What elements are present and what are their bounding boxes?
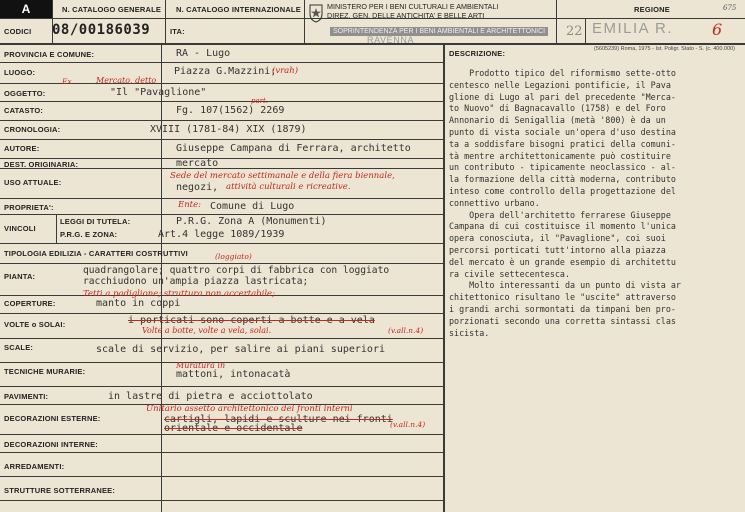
corner-hand-number2: 675 [723,4,737,12]
catalogo-generale-value: 08/00186039 [52,22,151,38]
arredamenti-label: ARREDAMENTI: [4,462,65,471]
tipologia-hand: (loggiato) [215,252,252,261]
decoest-hand2: (v.all.n.4) [390,420,426,429]
descrizione-label: DESCRIZIONE: [449,49,506,58]
regione-label: REGIONE [634,5,670,14]
proprieta-label: PROPRIETA': [4,203,54,212]
regione-value: EMILIA R. [592,20,674,37]
soprintendenza-label: SOPRINTENDENZA PER I BENI AMBIENTALI E ARCHITETTONICI [330,27,548,36]
catasto-hand: part. [251,97,269,105]
catasto-value: Fg. 107(1562) 2269 [176,105,285,116]
tecniche-value: mattoni, intonacatà [176,369,291,380]
decoest-hand: Unitario assetto architettonico dei fronti interni [146,404,353,414]
proprieta-hand: Ente: [178,200,201,210]
coperture-value: manto in coppi [96,298,181,309]
luogo-note: (vrah) [272,66,299,76]
coperture-label: COPERTURE: [4,299,56,308]
scale-label: SCALE: [4,343,34,352]
volte-value: i porticati sono coperti a botte e a vela [128,315,375,326]
decoest-value1: cartigli, lapidi e sculture nei fronti [164,414,393,425]
pianta-value1: quadrangolare; quattro corpi di fabbrica con loggiato [83,265,390,276]
tecniche-label: TECNICHE MURARIE: [4,367,86,376]
provincia-value: RA - Lugo [176,48,231,59]
uso-hand2: attività culturali e ricreative. [226,182,351,192]
autore-value: Giuseppe Campana di Ferrara, architetto [176,143,411,154]
leggi-label: LEGGI DI TUTELA: [60,217,131,226]
corner-hand-number: 6 [712,20,723,39]
descrizione-text: Prodotto tipico del riformismo sette-otto centesco nelle Legazioni pontificie, il Pava glione di Lugo al pari del precedente "Merca- to Nuovo" di Bagnacavallo (1758) e del Foro Annonario di Senigallia (metà '800) è da un punto di vista sociale un'opera d'uso destina ta a soddisfare bisogni pratici della comuni- tà mentre architettonicamente può costituire un contributo - tipicamente neoclassico - al- la formazione della città moderna, contributo inteso come controllo della progettazione del connettivo urbano. Opera dell'architetto ferrarese Giuseppe Campana di cui costituisce il momento l'unica opera conosciuta, il "Pavaglione", coi suoi percorsi porticati tutt'intorno alla piazza del mercato è un grande esempio di architettu ra civile settecentesca. Molto interessanti da un punto di vista ar chitettonico risultano le "uscite" attraverso i grandi archi sormontati da timpani ben pro- porzionati secondo una corretta sintassi clas sicista. [449,68,681,338]
luogo-value: Piazza G.Mazzini; [174,66,277,77]
volte-label: VOLTE o SOLAI: [4,320,66,329]
uso-hand: Sede del mercato settimanale e della fiera biennale, [170,171,395,181]
pavimenti-label: PAVIMENTI: [4,392,49,401]
ministry-header [327,2,554,28]
cronologia-value: XVIII (1781-84) XIX (1879) [150,124,307,135]
provincia-label: PROVINCIA E COMUNE: [4,50,95,59]
autore-label: AUTORE: [4,144,40,153]
tipologia-label: TIPOLOGIA EDILIZIA - CARATTERI COSTRUTTIVI [4,249,188,258]
card-type-letter: A [0,0,52,18]
n-catalogo-generale-label: N. CATALOGO GENERALE [62,5,162,14]
pavimenti-value: in lastre di pietra e acciottolato [108,391,313,402]
uso-value: negozi, [176,182,219,193]
ita-label: ITA: [170,27,185,36]
decoest-label: DECORAZIONI ESTERNE: [4,414,101,423]
volte-hand2: (v.all.n.4) [388,326,424,335]
pianta-label: PIANTA: [4,272,36,281]
vincoli-label: VINCOLI [4,224,36,233]
catasto-label: CATASTO: [4,106,44,115]
print-info: (5605239) Roma, 1975 - Ist. Poligr. Stato - S. (c. 400.000) [594,46,735,52]
coperture-hand: Tetti a padiglione; struttura non accertabile; [83,289,275,299]
ministry-line2: DIREZ. GEN. DELLE ANTICHITA' E BELLE ARTI [327,11,485,20]
cronologia-label: CRONOLOGIA: [4,125,61,134]
tecniche-hand: Muratura in [176,361,226,370]
ministry-line1: MINISTERO PER I BENI CULTURALI E AMBIENTALI [327,2,499,11]
leggi-value: Art.4 legge 1089/1939 [158,229,285,240]
pianta-value2: racchiudono un'ampia piazza lastricata; [83,276,309,287]
dest-value: mercato [176,158,219,169]
scale-value: scale di servizio, per salire ai piani superiori [96,344,385,355]
dest-label: DEST. ORIGINARIA: [4,160,79,169]
codici-label: CODICI [4,27,32,36]
uso-label: USO ATTUALE: [4,178,62,187]
prg-label: P.R.G. E ZONA: [60,230,118,239]
ministry-emblem-icon [308,3,324,23]
prg-value: P.R.G. Zona A (Monumenti) [176,216,327,227]
volte-hand: Volte a botte, volte a vela, solai. [142,326,272,335]
n-catalogo-internazionale-label: N. CATALOGO INTERNAZIONALE [176,5,301,14]
strutture-label: STRUTTURE SOTTERRANEE: [4,486,116,495]
oggetto-value: "Il "Pavaglione" [110,87,207,98]
oggetto-hand-ex: Ex [62,77,72,86]
soprintendenza-code: 22 [566,24,583,39]
oggetto-hand: Mercato, detto [96,76,157,85]
decoint-label: DECORAZIONI INTERNE: [4,440,98,449]
proprieta-value: Comune di Lugo [210,201,295,212]
oggetto-label: OGGETTO: [4,89,46,98]
luogo-label: LUOGO: [4,68,36,77]
soprintendenza-city: RAVENNA [367,35,415,45]
decoest-value2: orientale e occidentale [164,423,303,434]
